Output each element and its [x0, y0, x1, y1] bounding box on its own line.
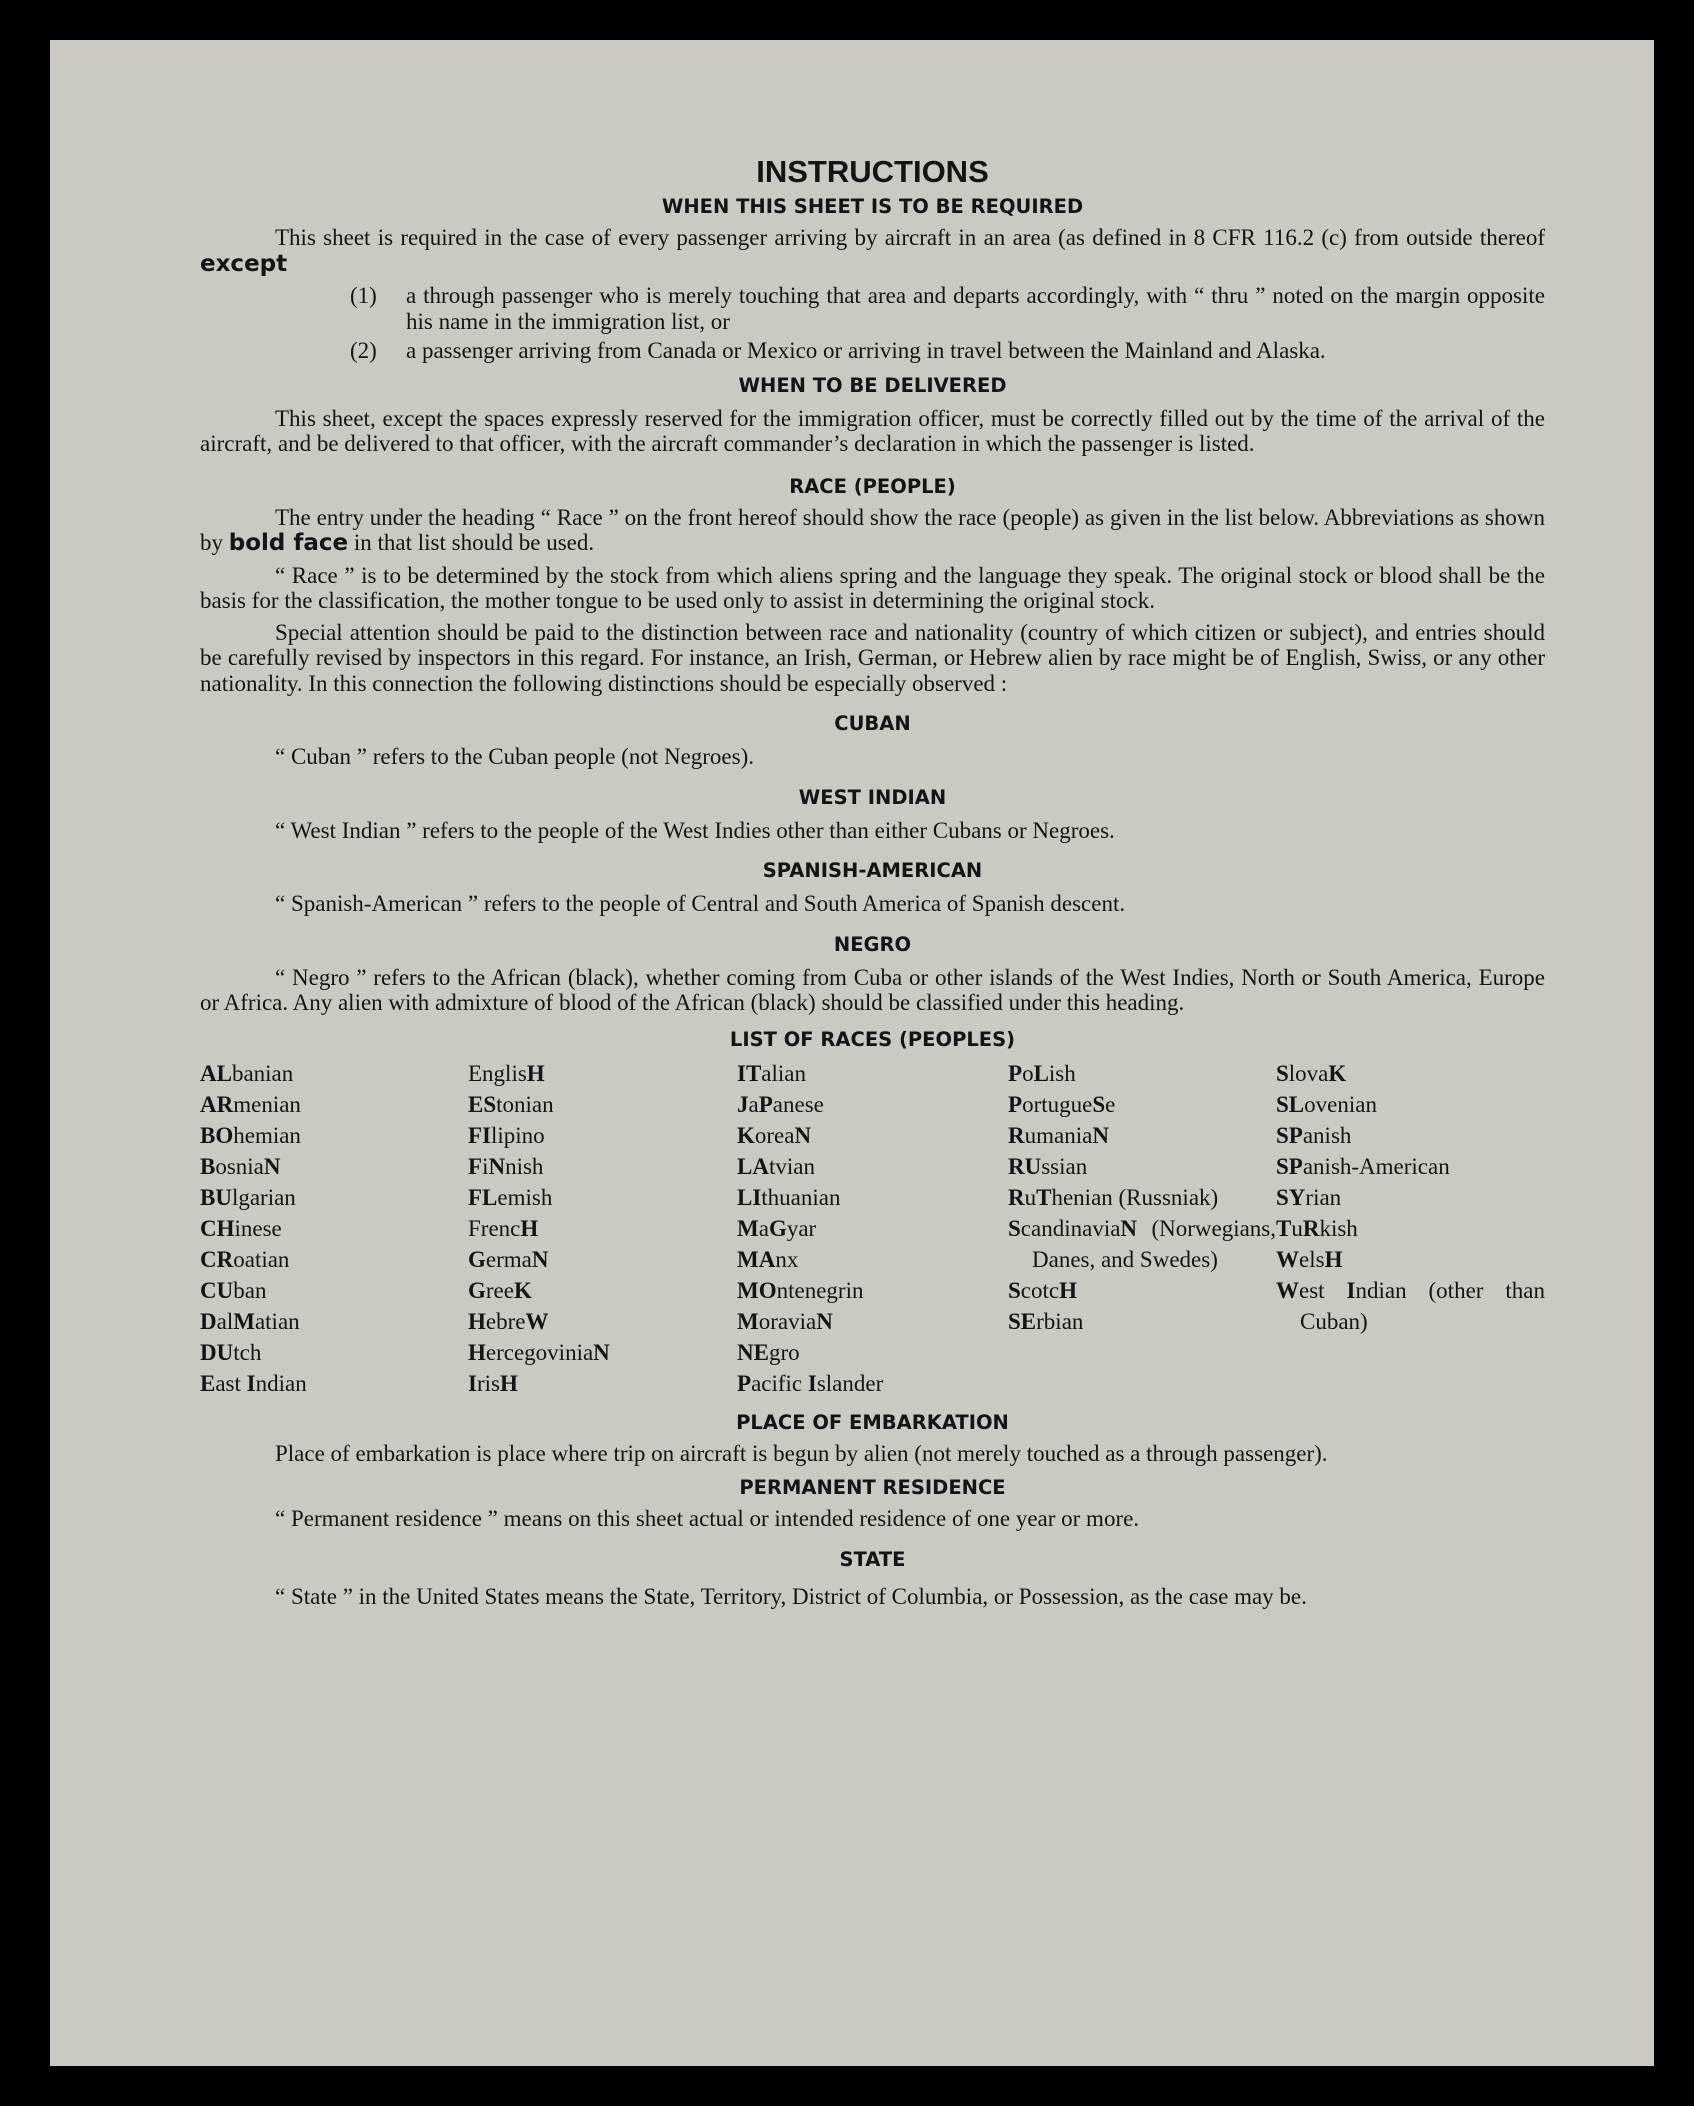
race-entry: KoreaN [737, 1122, 812, 1148]
west-indian-text: “ West Indian ” refers to the people of the West Indies other than either Cubans or Negroes. [275, 817, 1115, 843]
race-entry: DUtch [200, 1339, 262, 1365]
race-paragraph-2: “ Race ” is to be determined by the stock from which aliens spring and the language they speak. The original stock or blood shall be the basis for the classification, the mother tongue to be used only to assist in determining the original stock. [200, 562, 1545, 613]
race-entry: WelsH [1276, 1246, 1343, 1272]
required-item-1-number: (1) [350, 283, 377, 308]
race-list [200, 1058, 1545, 1399]
race-entry: SPanish [1276, 1122, 1352, 1148]
heading-cuban: CUBAN [834, 712, 911, 735]
required-item-1-text: a through passenger who is merely touching that area and departs accordingly, with “ thru ” noted on the margin opposite his name in the immigration list, or [406, 283, 1545, 334]
race-entry: RUssian [1008, 1153, 1088, 1179]
race-entry: TuRkish [1276, 1215, 1358, 1241]
race-entry: RumaniaN [1008, 1122, 1109, 1148]
heading-when-delivered: WHEN TO BE DELIVERED [738, 373, 1007, 397]
race-entry: RuThenian (Russniak) [1008, 1184, 1219, 1210]
race-entry: FrencH [468, 1215, 539, 1241]
heading-permanent-residence: PERMANENT RESIDENCE [739, 1476, 1006, 1499]
race-entry: West Indian (other than Cuban) [1276, 1277, 1545, 1334]
heading-state: STATE [839, 1547, 906, 1571]
race-entry: ScotcH [1008, 1277, 1077, 1303]
race-p1-bold: bold face [228, 530, 349, 556]
race-entry: NEgro [737, 1339, 800, 1365]
race-entry: IrisH [468, 1370, 518, 1396]
document-page [50, 40, 1654, 2066]
race-entry: FiNnish [468, 1153, 544, 1179]
instructions-content [200, 155, 1545, 1609]
race-entry: GreeK [468, 1277, 532, 1303]
race-entry: CRoatian [200, 1246, 290, 1272]
residence-text: “ Permanent residence ” means on this sheet actual or intended residence of one year or more. [275, 1506, 1140, 1531]
race-entry: BosniaN [200, 1153, 281, 1179]
race-entry: SYrian [1276, 1184, 1342, 1210]
heading-west-indian: WEST INDIAN [798, 785, 947, 809]
race-entry: CUban [200, 1277, 267, 1303]
race-entry: HebreW [468, 1308, 549, 1334]
race-entry: HercegoviniaN [468, 1339, 610, 1365]
embarkation-text: Place of embarkation is place where trip on aircraft is begun by alien (not merely touched as a through passenger). [275, 1440, 1328, 1466]
heading-negro: NEGRO [833, 932, 912, 956]
race-entry: PortugueSe [1008, 1091, 1116, 1117]
race-entry: SErbian [1008, 1308, 1084, 1334]
race-entry: FLemish [468, 1184, 553, 1210]
race-p1-text-b: in that list should be used. [353, 530, 595, 555]
negro-text: “ Negro ” refers to the African (black), whether coming from Cuba or other islands of the West Indies, North or South America, Europe or Africa. Any alien with admixture of blood of the African (black) should be classified under this heading. [200, 964, 1545, 1015]
race-entry: MaGyar [737, 1215, 817, 1241]
heading-place-of-embarkation: PLACE OF EMBARKATION [736, 1410, 1009, 1434]
race-entry: BOhemian [200, 1122, 301, 1148]
race-entry: LAtvian [737, 1153, 815, 1179]
page-title: INSTRUCTIONS [756, 154, 989, 189]
heading-race: RACE (PEOPLE) [789, 474, 956, 498]
race-entry: SLovenian [1276, 1091, 1377, 1117]
required-item-2 [350, 338, 1545, 364]
race-entry: JaPanese [737, 1091, 824, 1117]
race-entry: ScandinaviaN (Norwegians, Danes, and Swedes) [1008, 1215, 1276, 1272]
required-intro [200, 225, 1545, 277]
heading-spanish-american: SPANISH-AMERICAN [762, 859, 983, 882]
heading-list-of-races: LIST OF RACES (PEOPLES) [729, 1027, 1016, 1051]
race-list-column-2 [468, 1058, 737, 1399]
cuban-text: “ Cuban ” refers to the Cuban people (not Negroes). [275, 744, 755, 769]
race-entry: PoLish [1008, 1060, 1076, 1086]
race-entry: ALbanian [200, 1060, 294, 1086]
race-entry: FIlipino [468, 1122, 545, 1148]
race-entry: MAnx [737, 1246, 799, 1272]
race-entry: EnglisH [468, 1060, 545, 1086]
required-intro-text: This sheet is required in the case of every passenger arriving by aircraft in an area (as defined in 8 CFR 116.2 (c) from outside thereof [275, 225, 1545, 250]
race-entry: MOntenegrin [737, 1277, 864, 1303]
spanish-american-text: “ Spanish-American ” refers to the people of Central and South America of Spanish descent. [275, 891, 1126, 916]
required-intro-except: except [200, 250, 288, 277]
race-paragraph-3: Special attention should be paid to the distinction between race and nationality (country of which citizen or subject), and entries should be carefully revised by inspectors in this regard. For instance, an Irish, German, or Hebrew alien by race might be of English, Swiss, or any other nationality. In this connection the following distinctions should be especially observed : [200, 619, 1545, 696]
race-list-column-5 [1276, 1058, 1545, 1399]
required-item-1 [350, 283, 1545, 334]
heading-when-required: WHEN THIS SHEET IS TO BE REQUIRED [661, 195, 1084, 218]
delivered-text: This sheet, except the spaces expressly reserved for the immigration officer, must be correctly filled out by the time of the arrival of the aircraft, and be delivered to that officer, with the aircraft commander’s declaration in which the passenger is listed. [200, 405, 1545, 456]
race-entry: GermaN [468, 1246, 549, 1272]
race-entry: ARmenian [200, 1091, 301, 1117]
race-list-column-4 [1008, 1058, 1276, 1399]
race-entry: BUlgarian [200, 1184, 296, 1210]
required-item-2-number: (2) [350, 338, 377, 363]
race-entry: LIthuanian [737, 1184, 841, 1210]
race-p1-text-a: The entry under the heading “ Race ” on the front hereof should show the race (people) as given in the list below. Abbreviations as shown by [200, 504, 1545, 555]
race-entry: ITalian [737, 1060, 806, 1086]
required-item-2-text: a passenger arriving from Canada or Mexico or arriving in travel between the Mainland and Alaska. [406, 338, 1326, 363]
race-paragraph-1 [200, 505, 1545, 557]
race-list-column-1 [200, 1058, 468, 1399]
race-entry: Pacific Islander [737, 1370, 884, 1396]
race-entry: EStonian [468, 1091, 554, 1117]
race-list-column-3 [737, 1058, 1008, 1399]
race-entry: SPanish-American [1276, 1153, 1450, 1179]
state-text: “ State ” in the United States means the State, Territory, District of Columbia, or Possession, as the case may be. [275, 1583, 1307, 1609]
race-entry: SlovaK [1276, 1060, 1347, 1086]
race-entry: East Indian [200, 1370, 307, 1396]
race-entry: DalMatian [200, 1308, 300, 1334]
race-entry: CHinese [200, 1215, 282, 1241]
race-entry: MoraviaN [737, 1308, 833, 1334]
